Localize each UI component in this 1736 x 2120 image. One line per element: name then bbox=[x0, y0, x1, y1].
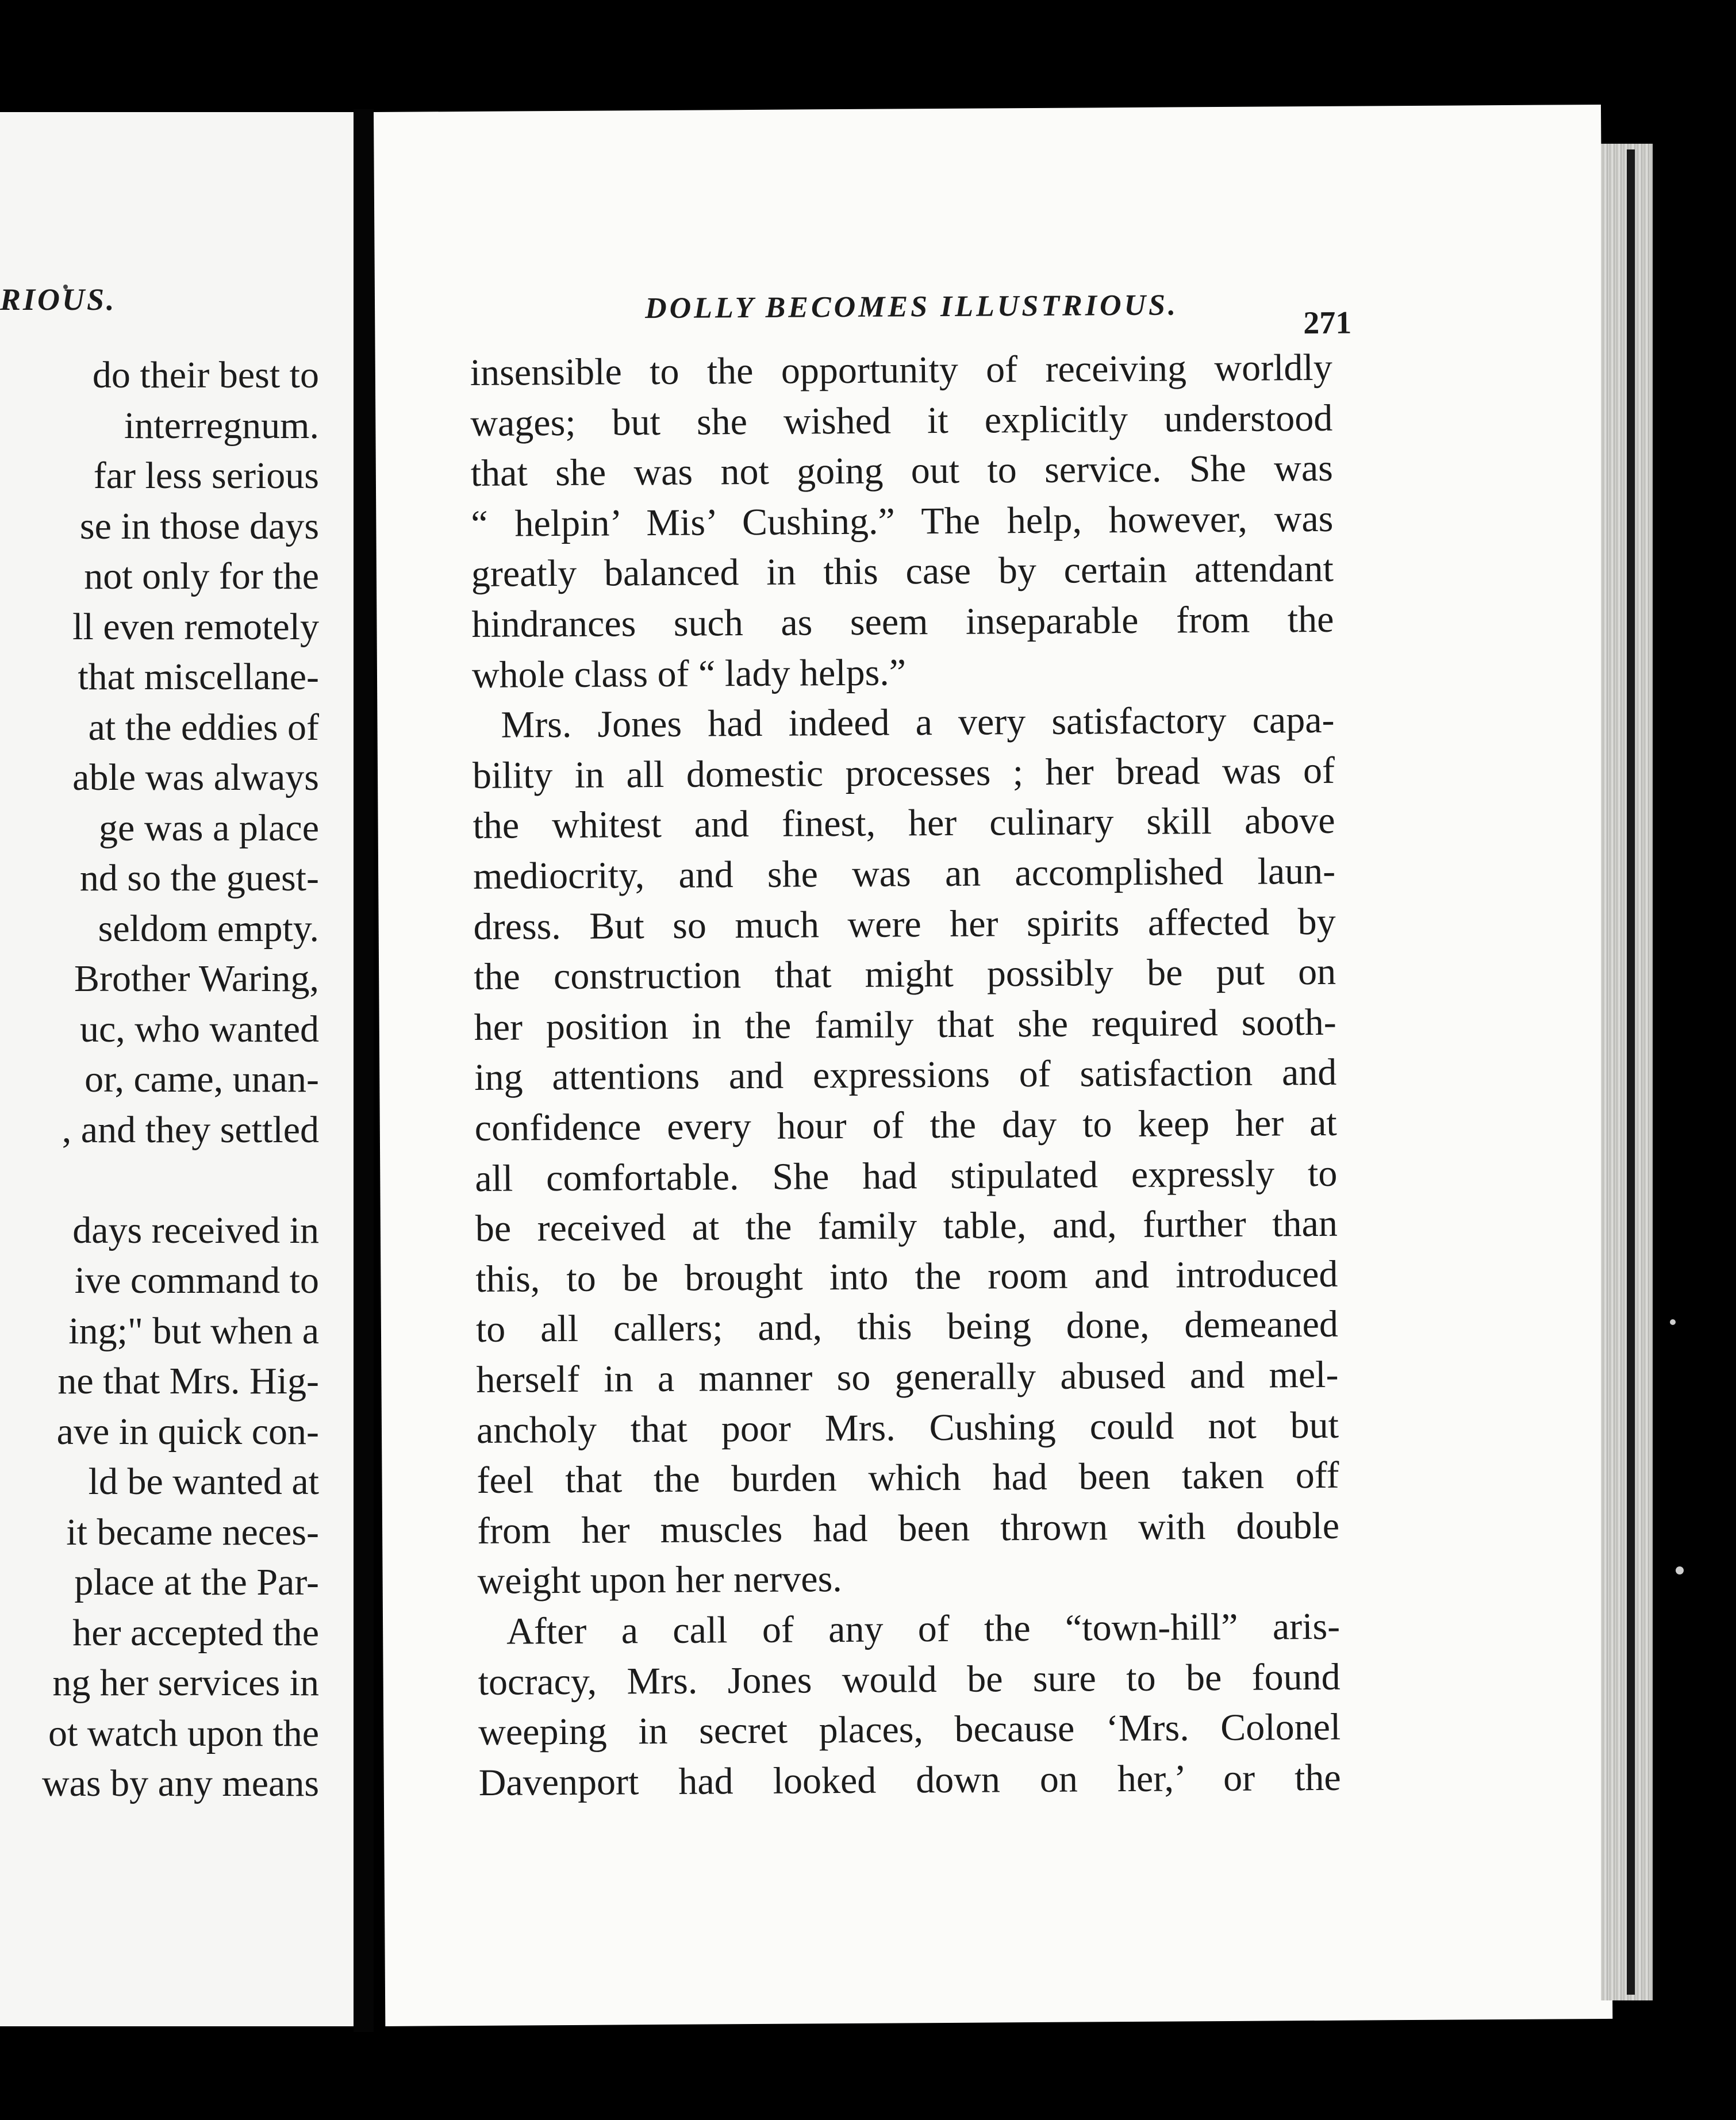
gutter bbox=[354, 109, 374, 2032]
text-line: the whitest and finest, her culinary skill above bbox=[473, 800, 1335, 847]
text-line: ld be wanted at bbox=[88, 1461, 319, 1503]
left-running-head: RIOUS. bbox=[0, 282, 117, 317]
text-line: that miscellane- bbox=[78, 656, 319, 698]
text-line: wages; but she wished it explicitly understood bbox=[470, 397, 1333, 444]
text-line: or, came, unan- bbox=[85, 1058, 319, 1100]
text-line: her position in the family that she required sooth- bbox=[474, 1001, 1336, 1049]
text-line: ave in quick con- bbox=[56, 1410, 319, 1453]
right-page bbox=[374, 105, 1612, 2026]
text-line: confidence every hour of the day to keep her at bbox=[474, 1101, 1337, 1149]
text-line: feel that the burden which had been taken off bbox=[477, 1454, 1339, 1502]
text-line: seldom empty. bbox=[98, 907, 319, 950]
text-line: this, to be brought into the room and introduced bbox=[475, 1253, 1338, 1300]
text-line: Mrs. Jones had indeed a very satisfactory capa- bbox=[501, 698, 1335, 746]
text-line: interregnum. bbox=[124, 404, 319, 447]
text-line: “ helpin’ Mis’ Cushing.” The help, however, was bbox=[471, 497, 1334, 545]
left-page bbox=[0, 112, 354, 2026]
page-fore-edge-shadow bbox=[1627, 149, 1635, 1995]
text-line: dress. But so much were her spirits affected by bbox=[473, 900, 1336, 948]
text-line: not only for the bbox=[84, 555, 319, 597]
text-line: mediocrity, and she was an accomplished laun- bbox=[473, 850, 1336, 897]
text-line: tocracy, Mrs. Jones would be sure to be found bbox=[478, 1656, 1341, 1703]
text-line: , and they settled bbox=[62, 1108, 319, 1151]
text-line: nd so the guest- bbox=[79, 857, 319, 899]
text-line: Davenport had looked down on her,’ or the bbox=[478, 1756, 1341, 1804]
text-line: be received at the family table, and, further than bbox=[475, 1202, 1338, 1250]
text-line: ot watch upon the bbox=[48, 1712, 319, 1754]
text-line: ive command to bbox=[74, 1259, 319, 1301]
text-line: the construction that might possibly be put on bbox=[473, 950, 1336, 998]
ink-speck bbox=[1670, 1319, 1676, 1325]
text-line: at the eddies of bbox=[88, 706, 319, 748]
text-line: se in those days bbox=[79, 505, 319, 547]
text-line: days received in bbox=[72, 1209, 319, 1251]
text-line: After a call of any of the “town-hill” aris- bbox=[506, 1605, 1341, 1653]
text-line: ll even remotely bbox=[72, 605, 319, 648]
text-line: ne that Mrs. Hig- bbox=[57, 1360, 319, 1402]
ink-speck bbox=[1676, 1566, 1684, 1574]
text-line: greatly balanced in this case by certain attendant bbox=[471, 548, 1334, 596]
text-line: far less serious bbox=[93, 455, 319, 497]
text-line: herself in a manner so generally abused and mel- bbox=[476, 1353, 1339, 1401]
text-line: ng her services in bbox=[52, 1662, 319, 1704]
text-line: all comfortable. She had stipulated expressly to bbox=[475, 1152, 1338, 1200]
text-line: bility in all domestic processes ; her bread was of bbox=[472, 749, 1335, 797]
text-line: weight upon her nerves. bbox=[477, 1558, 842, 1603]
text-line: weeping in secret places, because ‘Mrs. Colonel bbox=[478, 1706, 1341, 1754]
text-line: her accepted the bbox=[72, 1611, 319, 1654]
text-line: that she was not going out to service. She was bbox=[470, 447, 1334, 495]
text-line: from her muscles had been thrown with double bbox=[477, 1504, 1340, 1552]
text-line: uc, who wanted bbox=[79, 1008, 319, 1050]
text-line: ing;" but when a bbox=[68, 1309, 319, 1352]
text-line: insensible to the opportunity of receiving worldly bbox=[470, 346, 1332, 394]
text-line: ing attentions and expressions of satisfaction and bbox=[474, 1051, 1337, 1099]
text-line: whole class of “ lady helps.” bbox=[471, 651, 907, 696]
text-line: was by any means bbox=[41, 1762, 319, 1804]
text-line: Brother Waring, bbox=[74, 958, 319, 1000]
text-line: ge was a place bbox=[99, 806, 319, 849]
page-number: 271 bbox=[1303, 305, 1352, 341]
text-line: it became neces- bbox=[66, 1511, 319, 1553]
text-line: able was always bbox=[72, 756, 319, 798]
text-line: ancholy that poor Mrs. Cushing could not but bbox=[476, 1404, 1339, 1451]
text-line: hindrances such as seem inseparable from the bbox=[471, 598, 1334, 646]
text-line: place at the Par- bbox=[74, 1561, 319, 1603]
right-running-head: DOLLY BECOMES ILLUSTRIOUS. bbox=[644, 289, 1179, 325]
text-line: do their best to bbox=[92, 354, 319, 396]
text-line: to all callers; and, this being done, demeaned bbox=[475, 1303, 1339, 1351]
